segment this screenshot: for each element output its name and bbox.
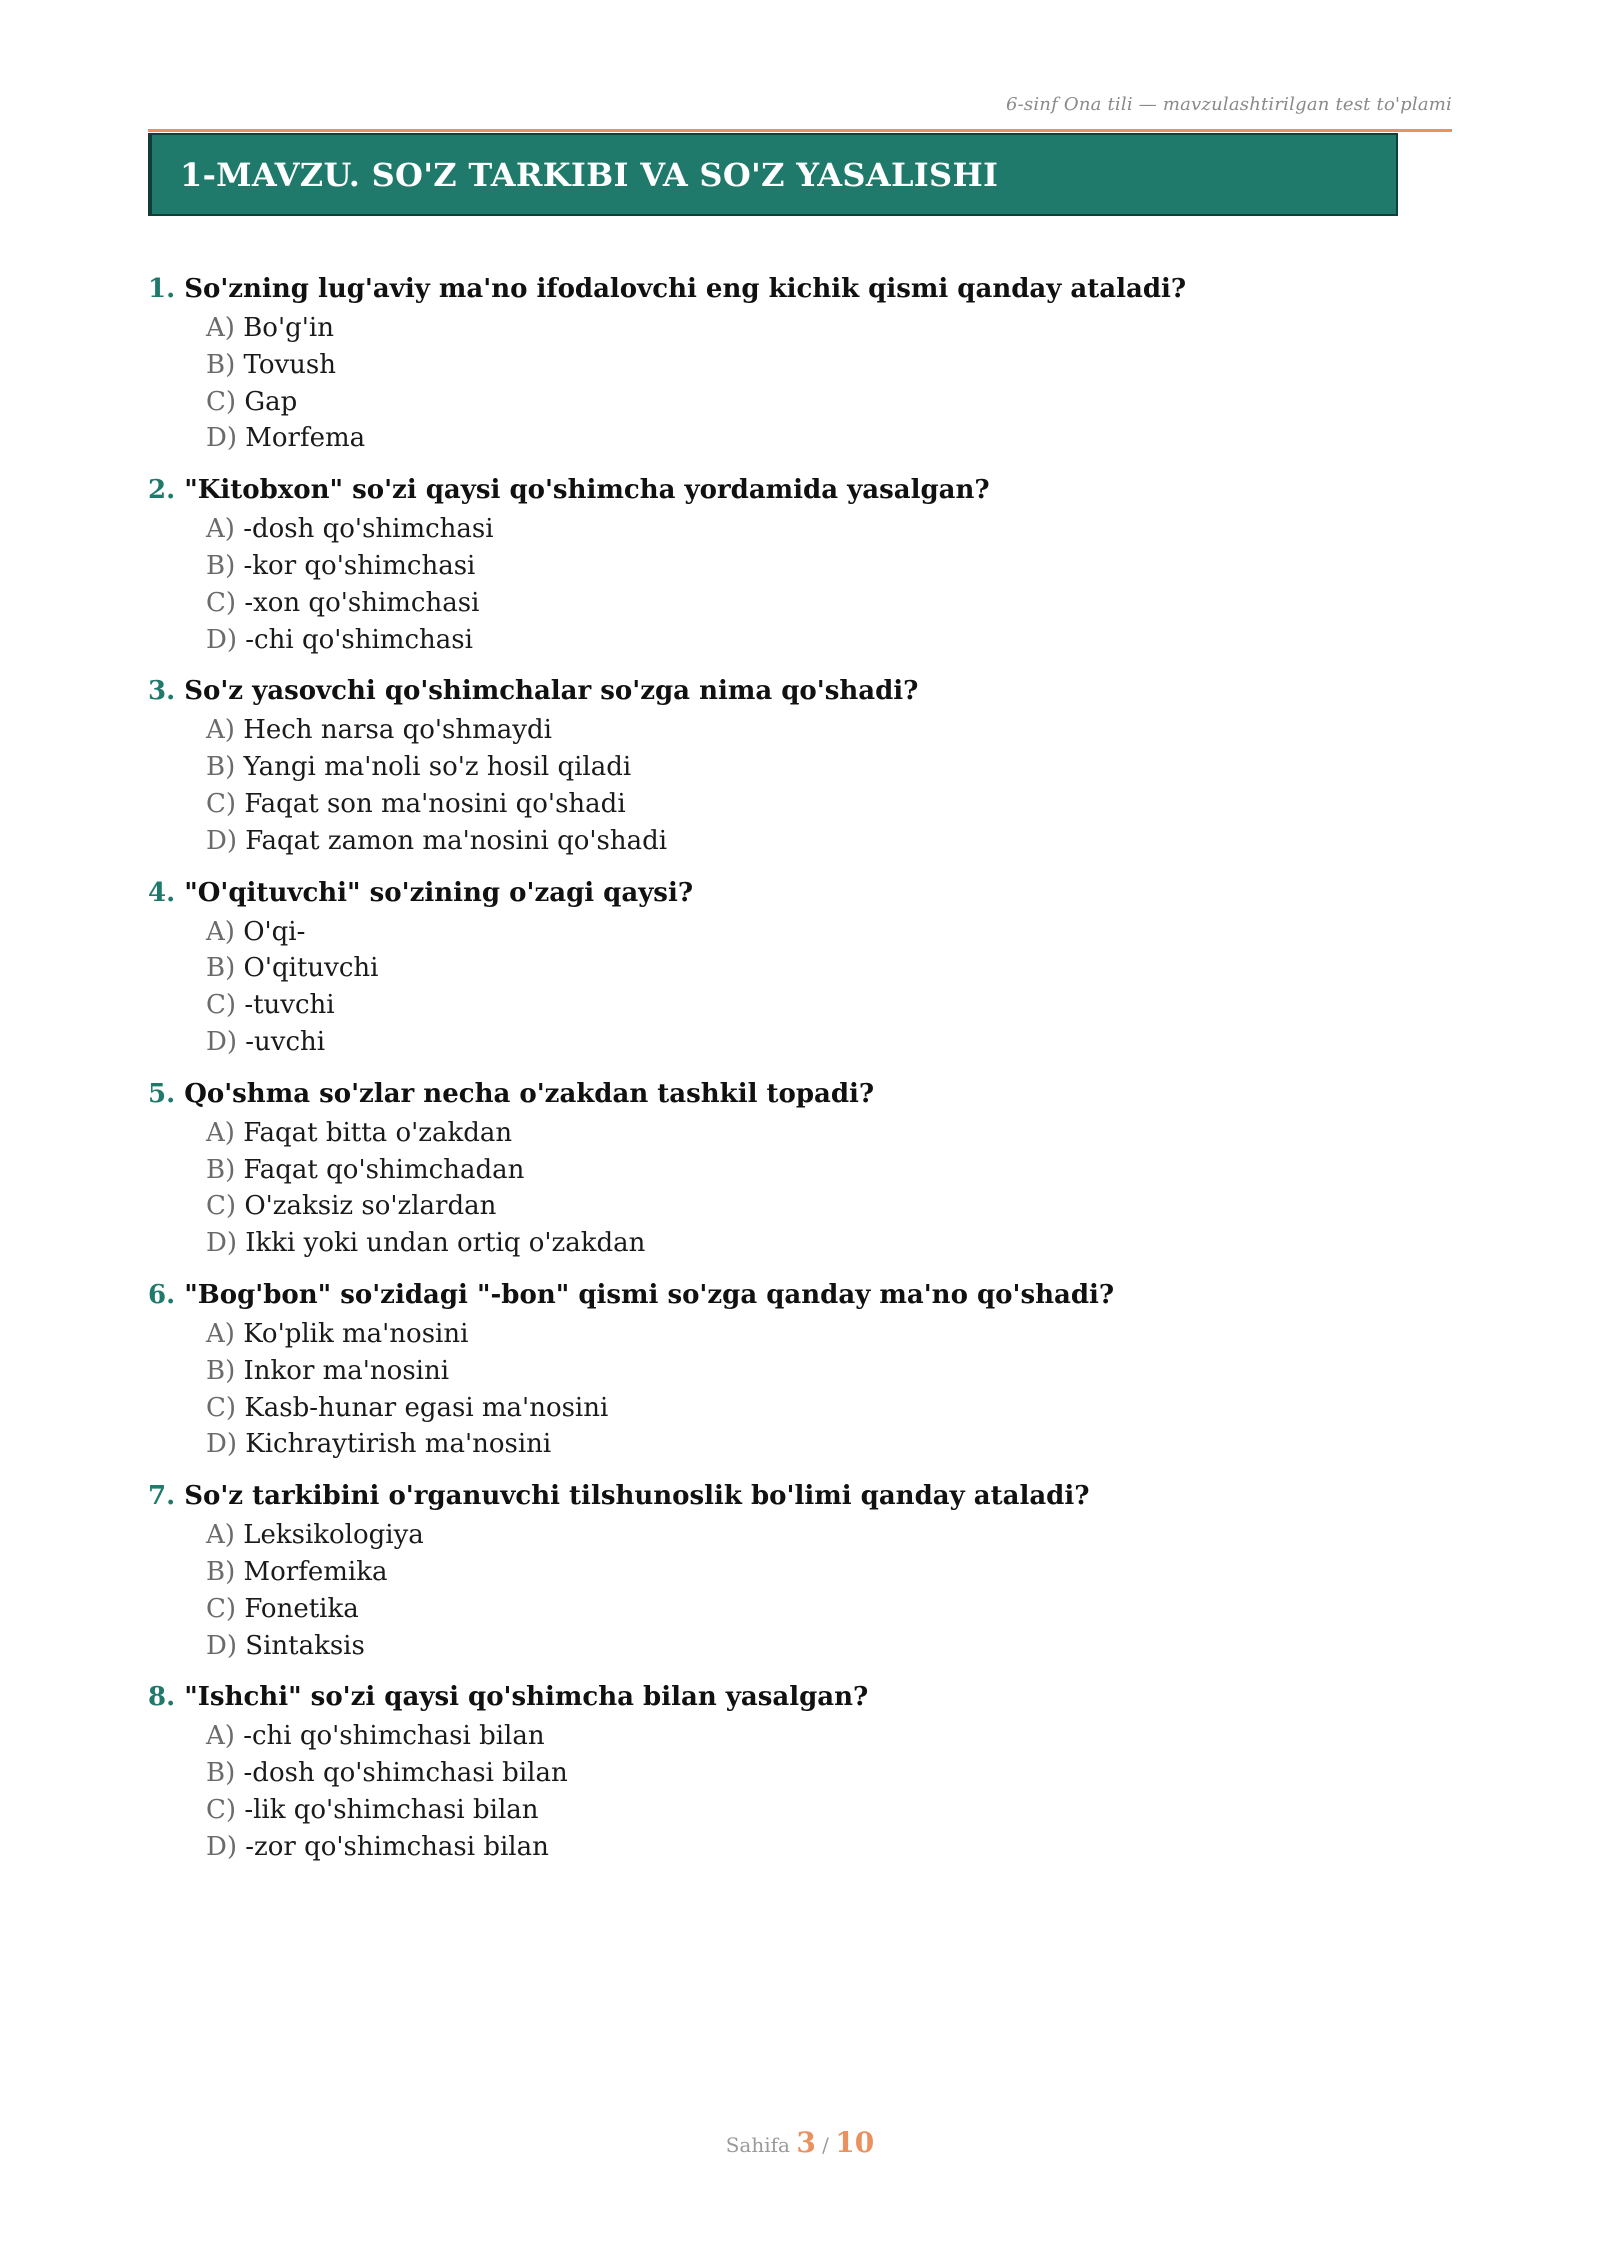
answer-option: [206, 585, 1398, 622]
option-letter: D): [206, 624, 237, 655]
question-text: [148, 1073, 1398, 1115]
option-text: O'qi-: [243, 916, 306, 947]
answer-option: [206, 347, 1398, 384]
option-text: Morfemika: [243, 1556, 388, 1587]
question-prompt: "Bog'bon" so'zidagi "-bon" qismi so'zga qanday ma'no qo'shadi?: [184, 1279, 1115, 1310]
answer-option: [206, 420, 1398, 457]
question-item: [148, 469, 1398, 658]
topic-title: 1-MAVZU. SO'Z TARKIBI VA SO'Z YASALISHI: [180, 155, 999, 194]
option-letter: B): [206, 349, 236, 380]
option-letter: B): [206, 1154, 236, 1185]
answer-options: [148, 1718, 1398, 1865]
answer-option: [206, 548, 1398, 585]
option-text: Faqat son ma'nosini qo'shadi: [244, 788, 626, 819]
option-text: Kichraytirish ma'nosini: [245, 1429, 552, 1460]
answer-options: [148, 1115, 1398, 1262]
option-letter: A): [206, 715, 235, 746]
answer-options: [148, 1316, 1398, 1463]
answer-option: [206, 1755, 1398, 1792]
option-text: O'qituvchi: [243, 953, 379, 984]
option-text: -chi qo'shimchasi bilan: [243, 1721, 545, 1752]
question-prompt: Qo'shma so'zlar necha o'zakdan tashkil topadi?: [184, 1078, 875, 1109]
question-text: [148, 1676, 1398, 1718]
option-text: -chi qo'shimchasi: [245, 624, 473, 655]
answer-option: [206, 1718, 1398, 1755]
question-item: [148, 1073, 1398, 1262]
answer-option: [206, 950, 1398, 987]
option-text: Morfema: [245, 423, 366, 454]
option-letter: C): [206, 587, 237, 618]
option-text: Ikki yoki undan ortiq o'zakdan: [245, 1228, 646, 1259]
question-number: 4.: [148, 877, 176, 908]
question-number: 5.: [148, 1078, 176, 1109]
option-letter: A): [206, 514, 235, 545]
question-prompt: "O'qituvchi" so'zining o'zagi qaysi?: [184, 877, 694, 908]
option-letter: B): [206, 1556, 236, 1587]
option-text: Inkor ma'nosini: [243, 1355, 450, 1386]
option-letter: C): [206, 990, 237, 1021]
question-text: [148, 469, 1398, 511]
answer-option: [206, 1792, 1398, 1829]
question-number: 8.: [148, 1682, 176, 1713]
option-letter: A): [206, 1721, 235, 1752]
option-text: Faqat zamon ma'nosini qo'shadi: [245, 825, 668, 856]
option-text: Tovush: [243, 349, 337, 380]
answer-option: [206, 1024, 1398, 1061]
option-text: Faqat qo'shimchadan: [243, 1154, 525, 1185]
answer-option: [206, 786, 1398, 823]
option-letter: D): [206, 1630, 237, 1661]
question-text: [148, 670, 1398, 712]
option-text: Fonetika: [244, 1593, 359, 1624]
option-letter: C): [206, 788, 237, 819]
option-letter: C): [206, 1191, 237, 1222]
page-separator: /: [822, 2133, 829, 2157]
current-page-number: 3: [796, 2126, 816, 2159]
option-text: -xon qo'shimchasi: [244, 587, 480, 618]
option-text: -dosh qo'shimchasi bilan: [243, 1758, 568, 1789]
answer-options: [148, 511, 1398, 658]
answer-option: [206, 712, 1398, 749]
question-text: [148, 872, 1398, 914]
answer-option: [206, 511, 1398, 548]
option-text: -kor qo'shimchasi: [243, 550, 476, 581]
answer-option: [206, 1225, 1398, 1262]
answer-option: [206, 1426, 1398, 1463]
option-text: -tuvchi: [244, 990, 335, 1021]
option-text: -dosh qo'shimchasi: [243, 514, 494, 545]
question-item: [148, 872, 1398, 1061]
option-letter: D): [206, 1026, 237, 1057]
question-item: [148, 670, 1398, 859]
option-letter: D): [206, 1429, 237, 1460]
option-text: Faqat bitta o'zakdan: [243, 1117, 513, 1148]
question-number: 6.: [148, 1279, 176, 1310]
option-letter: D): [206, 1831, 237, 1862]
question-prompt: So'z yasovchi qo'shimchalar so'zga nima qo'shadi?: [184, 676, 919, 707]
option-text: Bo'g'in: [243, 313, 334, 343]
option-letter: C): [206, 1593, 237, 1624]
option-text: Hech narsa qo'shmaydi: [243, 715, 552, 746]
option-letter: A): [206, 916, 235, 947]
option-text: O'zaksiz so'zlardan: [244, 1191, 497, 1222]
question-item: [148, 268, 1398, 457]
option-letter: D): [206, 423, 237, 454]
answer-option: [206, 310, 1398, 347]
question-text: [148, 268, 1398, 310]
question-number: 3.: [148, 676, 176, 707]
option-text: Ko'plik ma'nosini: [243, 1318, 469, 1349]
question-list: [148, 268, 1398, 1878]
option-letter: B): [206, 1355, 236, 1386]
answer-option: [206, 1628, 1398, 1665]
option-letter: D): [206, 1228, 237, 1259]
option-letter: A): [206, 1318, 235, 1349]
question-text: [148, 1475, 1398, 1517]
option-text: Leksikologiya: [243, 1520, 424, 1551]
option-letter: B): [206, 953, 236, 984]
answer-option: [206, 1829, 1398, 1866]
option-letter: C): [206, 1794, 237, 1825]
option-letter: A): [206, 313, 235, 343]
option-text: -zor qo'shimchasi bilan: [245, 1831, 549, 1862]
option-letter: B): [206, 752, 236, 783]
question-text: [148, 1274, 1398, 1316]
answer-options: [148, 1517, 1398, 1664]
question-prompt: "Kitobxon" so'zi qaysi qo'shimcha yordamida yasalgan?: [184, 475, 990, 506]
topic-banner: [148, 133, 1398, 216]
option-letter: A): [206, 1117, 235, 1148]
question-number: 7.: [148, 1481, 176, 1512]
answer-option: [206, 749, 1398, 786]
question-prompt: So'zning lug'aviy ma'no ifodalovchi eng kichik qismi qanday ataladi?: [184, 274, 1187, 304]
option-letter: A): [206, 1520, 235, 1551]
option-text: Kasb-hunar egasi ma'nosini: [244, 1392, 609, 1423]
question-item: [148, 1676, 1398, 1865]
answer-option: [206, 1390, 1398, 1427]
question-number: 2.: [148, 475, 176, 506]
answer-option: [206, 1591, 1398, 1628]
answer-option: [206, 384, 1398, 421]
question-item: [148, 1274, 1398, 1463]
answer-options: [148, 310, 1398, 457]
option-letter: B): [206, 1758, 236, 1789]
option-letter: D): [206, 825, 237, 856]
question-item: [148, 1475, 1398, 1664]
total-pages-number: 10: [835, 2126, 875, 2159]
question-prompt: So'z tarkibini o'rganuvchi tilshunoslik bo'limi qanday ataladi?: [184, 1481, 1090, 1512]
option-letter: B): [206, 550, 236, 581]
option-text: Yangi ma'noli so'z hosil qiladi: [243, 752, 632, 783]
answer-option: [206, 1188, 1398, 1225]
answer-option: [206, 823, 1398, 860]
answer-option: [206, 1316, 1398, 1353]
option-text: Gap: [244, 386, 298, 417]
answer-option: [206, 1152, 1398, 1189]
question-number: 1.: [148, 274, 176, 304]
page-label: Sahifa: [725, 2133, 790, 2157]
running-header: 6-sinf Ona tili — mavzulashtirilgan test to'plami: [1005, 94, 1452, 115]
answer-option: [206, 1353, 1398, 1390]
option-text: -lik qo'shimchasi bilan: [244, 1794, 539, 1825]
option-text: -uvchi: [245, 1026, 326, 1057]
answer-option: [206, 1517, 1398, 1554]
option-letter: C): [206, 1392, 237, 1423]
option-letter: C): [206, 386, 237, 417]
answer-options: [148, 914, 1398, 1061]
answer-options: [148, 712, 1398, 859]
question-prompt: "Ishchi" so'zi qaysi qo'shimcha bilan yasalgan?: [184, 1682, 869, 1713]
page-footer: [0, 2126, 1600, 2159]
answer-option: [206, 1554, 1398, 1591]
header-divider: [148, 129, 1452, 132]
answer-option: [206, 1115, 1398, 1152]
answer-option: [206, 622, 1398, 659]
answer-option: [206, 987, 1398, 1024]
option-text: Sintaksis: [245, 1630, 365, 1661]
answer-option: [206, 914, 1398, 951]
